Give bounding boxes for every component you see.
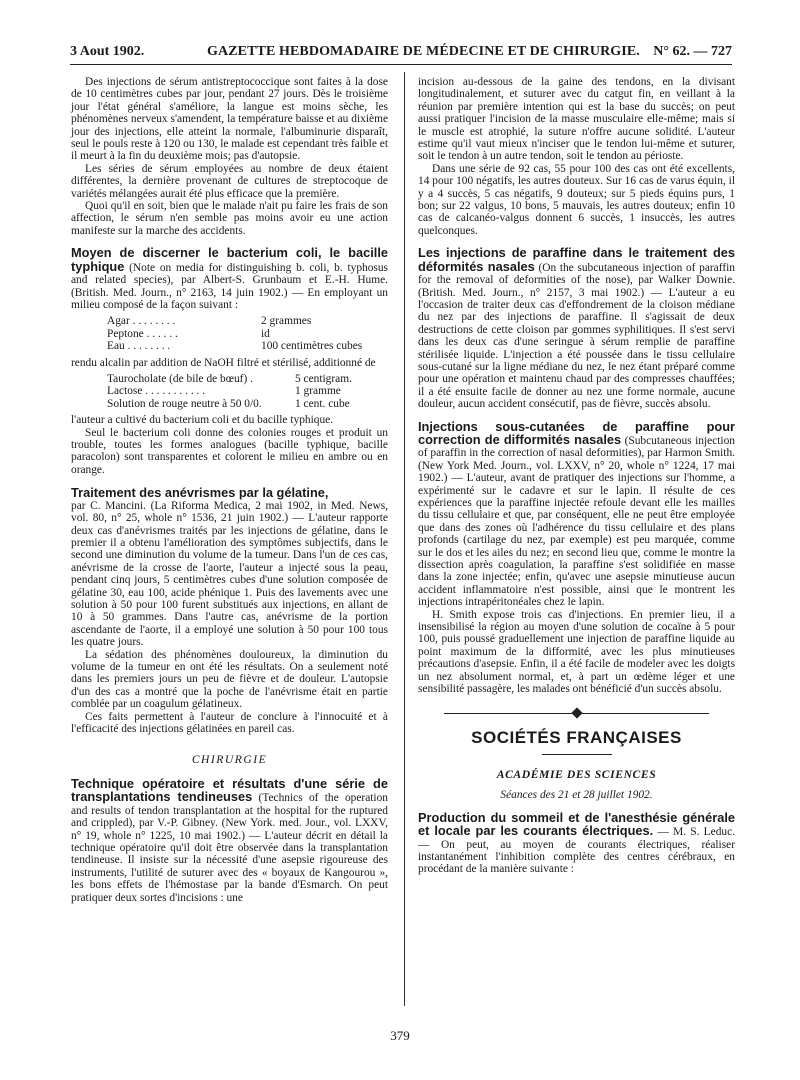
divider (542, 754, 612, 755)
recipe-row: Lactose . . . . . . . . . . . 1 gramme (107, 385, 341, 398)
article-title: Traitement des anévrismes par la gélatine, (71, 485, 329, 501)
article-title: Injections sous-cutanées de paraffine pour correction de difformités nasales (418, 418, 735, 447)
article-title: Moyen de discerner le bacterium coli, le bacille typhique (71, 245, 388, 274)
recipe-row: Agar . . . . . . . . 2 grammes (107, 315, 312, 328)
column-divider (404, 72, 405, 1006)
article-title: Technique opératoire et résultats d'une série de transplantations tendineuses (71, 775, 388, 805)
paragraph: Seul le bacterium coli donne des colonies rouges et produit un trouble, toutes les formes analogues (bacille typhique, bacille paracolon) sont transparentes et colorent le milieu en ambre ou en orange. (71, 426, 388, 476)
article-citation: (Subcutaneous injection of paraffin in the correction of nasal deformities), par Harmon Smith. (New York Med. Journ., vol. LXXV, n° 20, whole n° 1224, 17 mai 1902.) — L'auteur, avant de pratiquer des injections sur l'homme, a expérimenté sur le cadavre et sur le lapin. Il résulte de ces expériences que la paraffine injectée refoule devant elle les mailles du tissu cellulaire et que, par conséquent, elle ne peut être employée que dans des zones où l'adhérence du tissu cellulaire et des plans profonds (cartilage du nez, par exemple) est peu marquée, comme sur le dos et les ailes du nez; en second lieu que, comme le montre la dissection après coagulation, la paraffine s'est solidifiée en masse dans la zone injectée; enfin, qu'avec une asepsie minutieuse aucun accident inflammatoire n'est possible, ainsi que le montrent les injections intrapéritonéales chez le lapin. (418, 434, 735, 609)
article-citation: (On the subcutaneous injection of paraffin for the removal of deformities of the nose), par Walker Downie. (British. Med. Journ., n° 2157, 3 mai 1902.) — L'auteur a eu l'occasion de traiter deux cas d'effondrement de la cloison médiane du nez par des injections de paraffine. Il s'agissait de deux destructions de cette cloison par gommes syphilitiques. Il s'est servi dans les deux cas d'une seringue à sérum remplie de paraffine stérilisée liquide. L'injection a été poussée dans le tissu cellulaire sous-cutané sur la ligne médiane du nez, le nez étant préparé comme pour une opération et maintenu chaud par des compresses chauffées; il a été ensuite facile de donner au nez une forme normale, aucune douleur, aucun accident consécutif, pas de fièvre, succès absolu. (418, 261, 735, 411)
ornamental-rule (418, 706, 735, 720)
paragraph: l'auteur a cultivé du bacterium coli et du bacille typhique. (71, 414, 334, 427)
article-paraffine (418, 247, 735, 410)
paragraph: H. Smith expose trois cas d'injections. En premier lieu, il a insensibilisé la région au moyen d'une solution de cocaïne à 5 pour 100, puis poussé graduellement une injection de paraffine liquide au point maximum de la difformité, avec les plus minutieuses précautions d'asepsie. Enfin, il a été facile de modeler avec les doigts un nez absolument normal, et, à part un œdème léger et une sensibilité passagère, les malades ont bénéficié d'un succès absolu. (418, 608, 735, 696)
section-heading: CHIRURGIE (191, 752, 268, 766)
paragraph: incision au-dessous de la gaine des tendons, en la divisant longitudinalement, et suturer avec du catgut fin, en veillant à la réunion par première intention qui est la base du succès; on peut aussi pratiquer l'incision de la masse musculaire elle-même; mais si le muscle est atrophié, la suture n'offre aucune solidité. L'auteur estime qu'il vaut mieux n'inciser que le tendon lui-même et suturer, soit le tendon à un autre tendon, soit le tendon au périoste. (418, 76, 735, 163)
recipe-row: Peptone . . . . . . id (107, 327, 270, 340)
paragraph: par C. Mancini. (La Riforma Medica, 2 mai 1902, in Med. News, vol. 80, n° 25, whole n° 1536, 21 juin 1902.) — L'auteur rapporte deux cas d'anévrismes traités par les injections de gélatine, dans le premier il a obtenu l'amélioration des symptômes subjectifs, dans le second une diminution du volume de la tumeur. Dans l'un de ces cas, anévrisme de la crosse de l'aorte, l'auteur a injecté sous la peau, pendant cinq jours, 5 centimètres cubes d'une solution composée de gélatine 30, eau 100, acide phénique 1. Puis des lavements avec une solution à 50 pour 100 furent substitués aux injections, en allant de 10 à 50 grammes. Dans l'autre cas, anévrisme de la portion ascendante de l'aorte, il a employé une solution à 50 pour 100 tous les quatre jours. (71, 499, 388, 649)
paragraph: Quoi qu'il en soit, bien que le malade n'ait pu faire les frais de son affection, le sérum n'en semble pas moins avoir eu une action manifeste sur la marche des accidents. (71, 200, 388, 237)
article-sommeil (418, 809, 735, 876)
paragraph: Des injections de sérum antistreptococcique sont faites à la dose de 10 centimètres cubes par jour, pendant 27 jours. Dès le troisième jour l'état général s'améliore, la langue est moins sèche, les phénomènes nerveux s'amendent, la température baisse et au dixième jour des injections, elle atteint la normale, l'albuminurie disparaît, seul le pouls reste à 120 ou 130, le malade est cependant très faible et il meurt à la fin du deuxième mois; pas d'autopsie. (71, 76, 388, 163)
recipe-additives (107, 373, 388, 410)
paragraph: Dans une série de 92 cas, 55 pour 100 des cas ont été excellents, 14 pour 100 négatifs, les autres douteux. Sur 16 cas de varus équin, il y a 4 succès, 5 cas négatifs, 9 douteux; sur 5 pieds équins purs, 1 bon; sur 22 valgus, 10 bons, 5 mauvais, les autres douteux; enfin 10 cas de calcanéo-valgus donnent 6 succès, 1 insuccès, les autres quelconques. (418, 162, 735, 237)
issue-date: 3 Aout 1902. (70, 44, 145, 59)
article-tendon (71, 775, 388, 904)
paragraph: La sédation des phénomènes douloureux, la diminution du volume de la tumeur en ont été les résultats. On a seulement noté dans les premiers jours un peu de fièvre et de douleur. L'autopsie d'un des cas a montré que la poche de l'anévrisme était en partie comblée par un coagulum gélatineux. (71, 648, 388, 711)
page-folio: 379 (390, 1028, 410, 1043)
diamond-ornament-icon (571, 707, 582, 718)
article-title: Les injections de paraffine dans le traitement des déformités nasales (418, 245, 735, 274)
session-dates: Séances des 21 et 28 juillet 1902. (500, 789, 653, 802)
section-heading: SOCIÉTÉS FRANÇAISES (471, 727, 682, 747)
article-citation: (Technics of the operation and results of tendon transplantation at the hospital for the ruptured and crippled), par V.-P. Gibney. (New York. med. Jour., vol. LXXV, n° 19, whole n° 1225, 10 mai 1902.) — L'auteur décrit en détail la technique opératoire qu'il doit être observée dans la transplantation tendineuse. Il insiste sur la nécessité d'une asepsie rigoureuse des instruments, l'utilité de suturer avec des « boyaux de Kangourou », les bons effets de l'hémostase par la bande d'Esmarch. On peut pratiquer deux sortes d'incisions : une (71, 792, 388, 904)
recipe-row: Solution de rouge neutre à 50 0/0. 1 cent. cube (107, 397, 350, 410)
article-citation: (Note on media for distinguishing b. coli, b. typhosus and related species), par Albert-S. Grunbaum et E.-H. Hume. (British. Med. Journ., n° 2163, 14 juin 1902.) — En employant un milieu composé de la façon suivant : (71, 261, 388, 311)
recipe-medium (107, 315, 388, 352)
recipe-row: Eau . . . . . . . . 100 centimètres cubes (107, 340, 363, 353)
article-citation: — M. S. Leduc. — On peut, au moyen de courants électriques, réaliser instantanément l'inhibition complète des centres cérébraux, en procédant de la manière suivante : (418, 826, 735, 876)
running-header (70, 44, 732, 65)
article-coli (71, 247, 388, 311)
article-injections (418, 418, 735, 609)
recipe-row: Taurocholate (de bile de bœuf) . 5 centigram. (107, 372, 352, 385)
society-name: ACADÉMIE DES SCIENCES (496, 767, 657, 781)
paragraph: Ces faits permettent à l'auteur de conclure à l'innocuité et à l'efficacité des injections gélatinées en pareil cas. (71, 710, 388, 736)
paragraph: Les séries de sérum employées au nombre de deux étaient différentes, la dernière provenant de cultures de streptocoque de variétés mélangées aurait été plus efficace que la première. (71, 162, 388, 200)
journal-title: GAZETTE HEBDOMADAIRE DE MÉDECINE ET DE CHIRURGIE. (207, 44, 640, 59)
left-column (71, 76, 388, 904)
paragraph: rendu alcalin par addition de NaOH filtré et stérilisé, additionné de (71, 356, 376, 369)
article-title: Production du sommeil et de l'anesthésie générale et locale par les courants électriques. (418, 809, 735, 839)
right-column (418, 76, 735, 876)
issue-number: N° 62. — 727 (653, 44, 732, 59)
